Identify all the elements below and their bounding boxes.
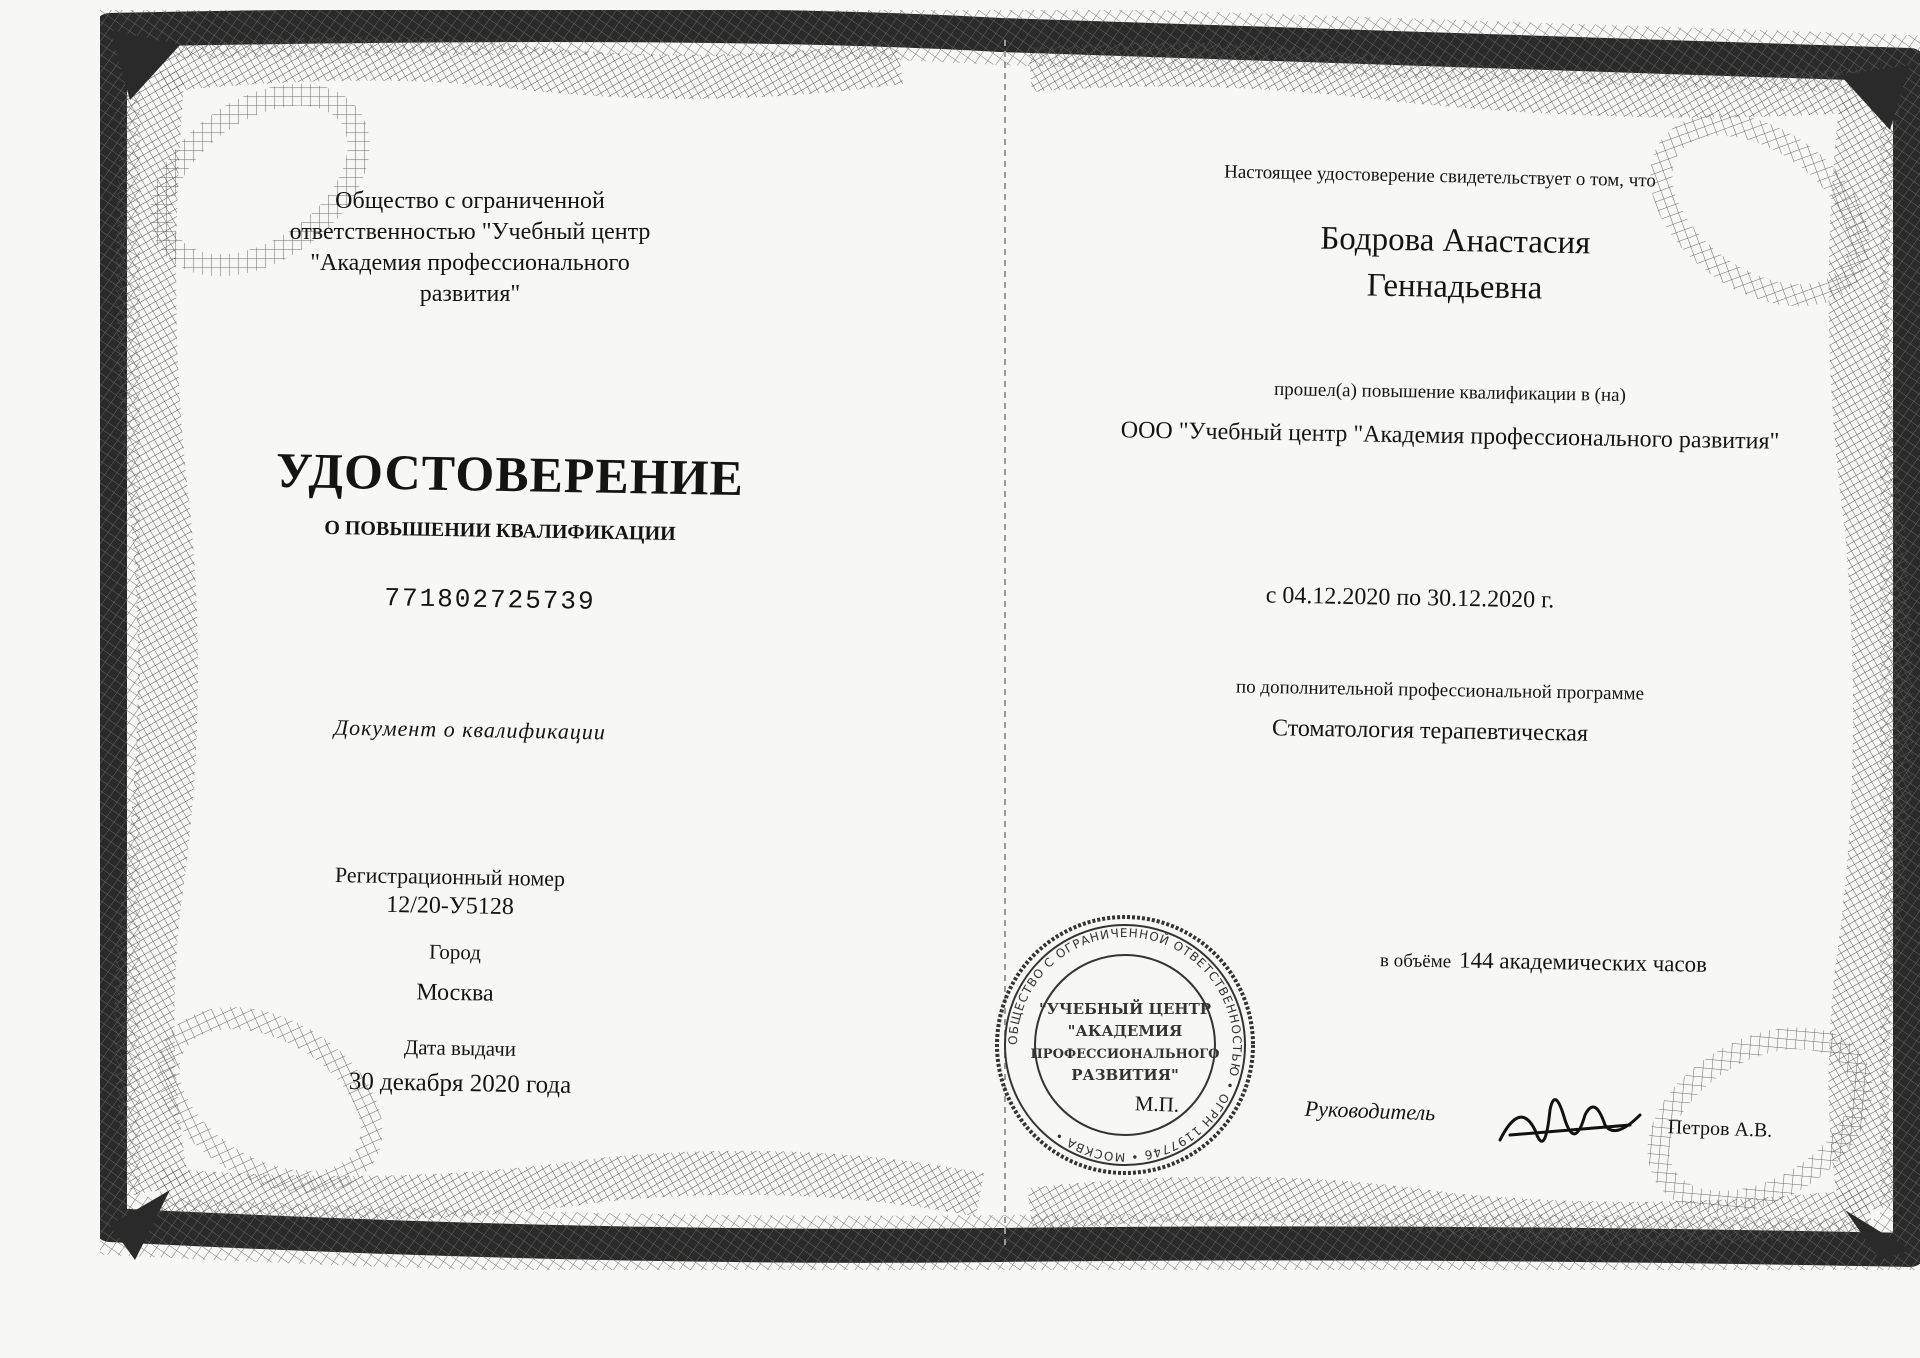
- head-name: Петров А.В.: [1667, 1116, 1773, 1142]
- seal-line-3: ПРОФЕССИОНАЛЬНОГО: [1030, 1047, 1220, 1062]
- person-name: Бодрова Анастасия Геннадьевна: [1320, 220, 1591, 307]
- volume-value: 144 академических часов: [1458, 947, 1708, 977]
- training-period: с 04.12.2020 по 30.12.2020 г.: [1265, 582, 1555, 614]
- signature: [1490, 1080, 1650, 1170]
- seal-mark: М.П.: [1134, 1091, 1180, 1117]
- seal-line-1: "УЧЕБНЫЙ ЦЕНТР: [1038, 1000, 1212, 1018]
- head-label: Руководитель: [1304, 1095, 1436, 1126]
- seal-line-4: РАЗВИТИЯ": [1071, 1066, 1179, 1084]
- document-title: УДОСТОВЕРЕНИЕ: [275, 441, 745, 507]
- registration-label: Регистрационный номер: [334, 861, 566, 892]
- program-name: Стоматология терапевтическая: [1271, 715, 1589, 747]
- certificate-intro: Настоящее удостоверение свидетельствует о том, что: [1223, 161, 1657, 192]
- seal-line-2: "АКАДЕМИЯ: [1067, 1022, 1183, 1040]
- issue-date-value: 30 декабря 2020 года: [348, 1068, 572, 1099]
- institution-name: ООО "Учебный центр "Академия профессионального развития": [1120, 417, 1780, 455]
- program-label: по дополнительной профессиональной программе: [1235, 676, 1645, 705]
- city-value: Москва: [416, 979, 494, 1007]
- seal-ring-text: ОБЩЕСТВО С ОГРАНИЧЕННОЙ ОТВЕТСТВЕННОСТЬЮ • ОГРН 1197746 • МОСКВА •: [1005, 925, 1245, 1165]
- issue-date-label: Дата выдачи: [403, 1035, 517, 1061]
- document-number: 771802725739: [384, 583, 596, 617]
- organization-seal: [990, 910, 1260, 1180]
- city-label: Город: [428, 939, 482, 965]
- volume-label: в объёме: [1379, 950, 1452, 973]
- organization-name: Общество с ограниченной ответственностью "Учебный центр "Академия профессионального развития": [289, 188, 651, 307]
- document-subtitle: О ПОВЫШЕНИИ КВАЛИФИКАЦИИ: [324, 516, 676, 546]
- svg-text:ОБЩЕСТВО С ОГРАНИЧЕННОЙ ОТВЕТС: [1006, 926, 1244, 1164]
- document-type: Документ о квалификации: [333, 714, 607, 745]
- passed-text: прошел(а) повышение квалификации в (на): [1273, 378, 1627, 407]
- registration-number: 12/20-У5128: [385, 891, 515, 921]
